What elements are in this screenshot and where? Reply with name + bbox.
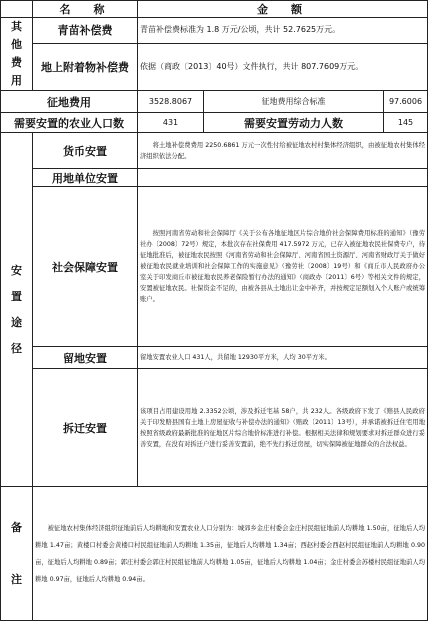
labor-value: 145: [384, 113, 428, 133]
cash-resettlement-label: 货币安置: [33, 133, 138, 169]
social-security-value: 按照河南省劳动和社会保障厅《关于公布各地征地区片综合地价社会保障费用标准的通知》（豫劳社办〔2008〕72号）规定，本批次存在社保费用 417.5972 万元，已存入被征地农民社保费专户，待征地批准后，被征地农民按照《河南省劳动和社会保障厅、河南省国土资源厅、河南省财政厅关于做好被征地农民就业培训和社会保障工作的实施意见》（豫劳社〔2008〕19号）和《商丘市人民政府办公室关于印发商丘市被征地农民养老保险暂行办法的通知》（商政办〔2011〕6号）等相关文件的规定，安置被征地农民。社保资金不足的，由被各县从土地出让金中补齐，并按规定足额划入个人账户或统筹账户。: [138, 187, 428, 347]
cash-resettlement-value: 将土地补偿费费用 2250.6861 万元一次性付给被征地农村村集体经济组织，由被征地农村集体经济组织依法分配。: [138, 133, 428, 169]
land-fee-label: 征地费用: [1, 91, 138, 113]
remarks-category: 备 注: [1, 487, 33, 621]
population-value: 431: [138, 113, 204, 133]
remarks-text: 被征地农村集体经济组织征地前后人均耕地和安置农业人口分别为：城郊乡金庄村委会金庄村民组征地前人均耕地 1.50亩，征地后人均耕地 1.47亩；黄楼口村委会黄楼口村民组征地前人均耕地 1.35亩，征地后人均耕地 1.34亩；西赵村委会西赵村民组征地前人均耕地 0.90亩，征地后人均耕地 0.89亩；郭庄村委会郭庄村民组征地前人均耕地 1.05亩，征地后人均耕地 1.04亩；金庄村委会苏楼村民组征地前人均耕地 0.97亩，征地后人均耕地 0.94亩。: [33, 487, 428, 621]
social-security-label: 社会保障安置: [33, 187, 138, 347]
land-fee-avg-value: 97.6006: [384, 91, 428, 113]
reserved-land-value: 留地安置农业人口 431人，共留地 12930平方米，人均 30平方米。: [138, 347, 428, 369]
employer-resettlement-value: [138, 169, 428, 187]
population-label: 需要安置的农业人口数: [1, 113, 138, 133]
header-name: 名 称: [33, 1, 138, 18]
demolition-value: 该项目占用建设用地 2.3352公顷，涉及拆迁宅基 58户，共 232人。各级政府下发了《赔县人民政府关于印发赔县国有土地上房屋征收与补偿办法的通知》（赔政〔2011〕13号），并承诺被拆迁住宅用地按照省级政府最新批准的征地区片综合地价标准进行补偿。根据相关法律和规划要求对拆迁群众进行妥善安置，在没有对拆迁户进行妥善安置前，绝不先行拆迁房屋，切实保障被征地群众的合法权益。: [138, 369, 428, 487]
header-amount: 金 额: [138, 1, 428, 18]
header-blank: [1, 1, 33, 18]
employer-resettlement-label: 用地单位安置: [33, 169, 138, 187]
seedling-fee-label: 青苗补偿费: [33, 18, 138, 44]
resettlement-category: 安 置 途 径: [1, 133, 33, 487]
demolition-label: 拆迁安置: [33, 369, 138, 487]
attachment-fee-value: 依据（商政〔2013〕40号）文件执行，共计 807.7609万元。: [138, 43, 428, 90]
reserved-land-label: 留地安置: [33, 347, 138, 369]
other-fees-category: 其 他 费 用: [1, 18, 33, 91]
seedling-fee-value: 青苗补偿费标准为 1.8 万元/公顷，共计 52.7625万元。: [138, 18, 428, 44]
land-fee-value: 3528.8067: [138, 91, 204, 113]
land-fee-avg-label: 征地费用综合标准: [204, 91, 384, 113]
labor-label: 需要安置劳动力人数: [204, 113, 384, 133]
attachment-fee-label: 地上附着物补偿费: [33, 43, 138, 90]
